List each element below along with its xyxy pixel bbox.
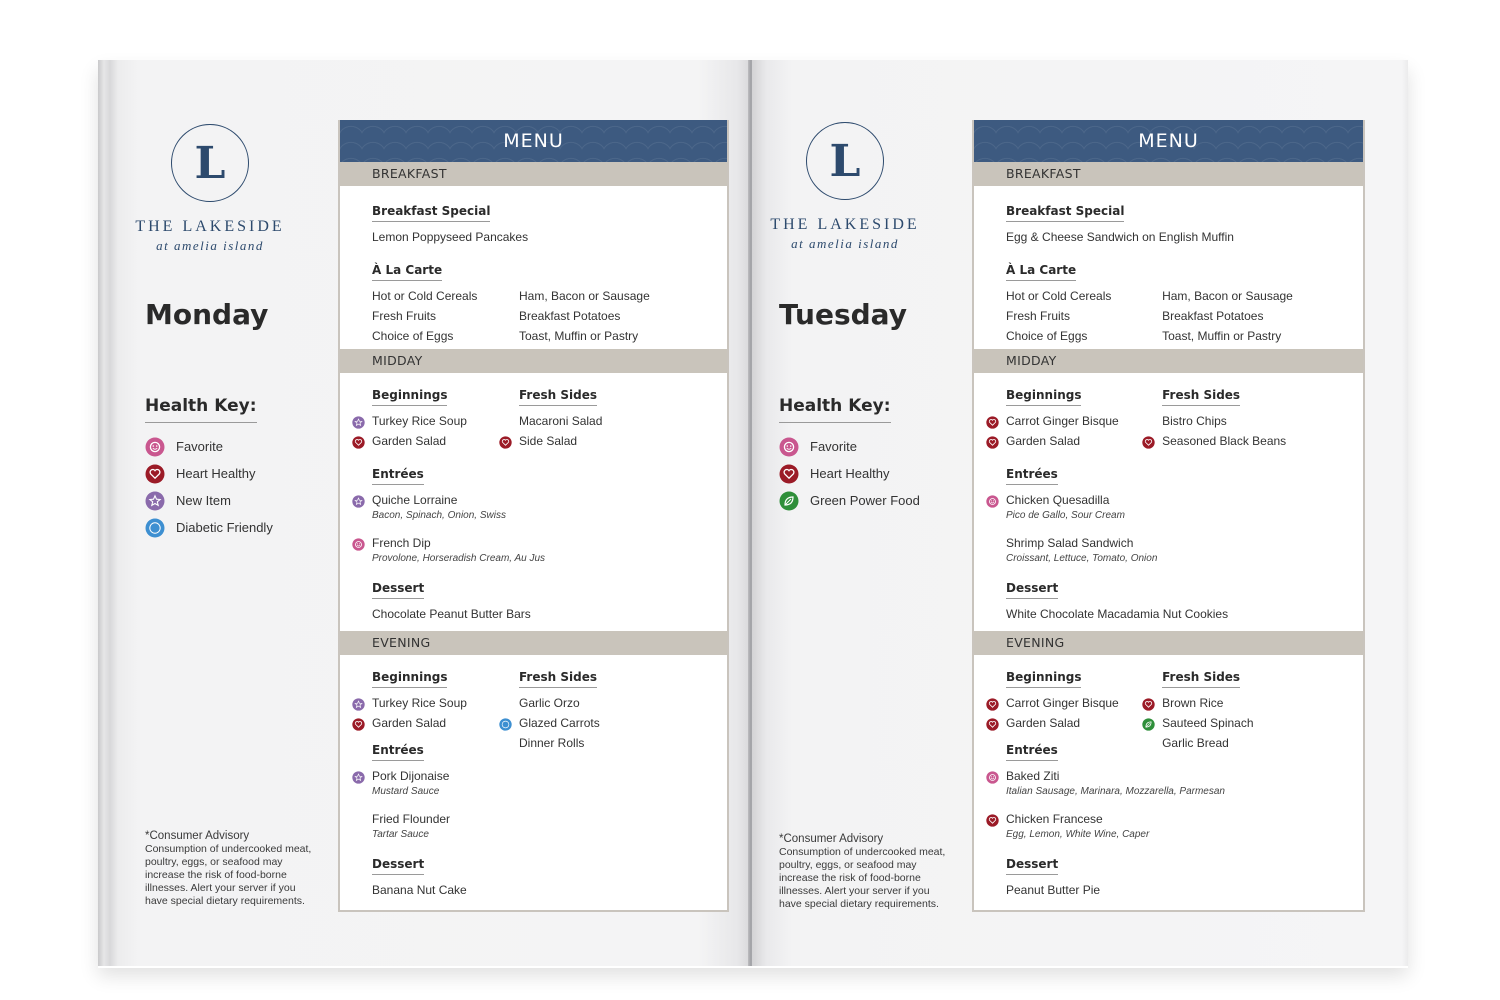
breakfast-special-item: Lemon Poppyseed Pancakes [372,230,529,244]
menu-item-icon-wrap [986,813,999,833]
entrees-heading: Entrées [1006,467,1058,485]
heart-healthy-icon [1142,698,1155,711]
a-la-carte-right [1162,286,1351,346]
menu-item: Hot or Cold Cereals [372,289,478,303]
midday-dessert: White Chocolate Macadamia Nut Cookies [1006,607,1229,621]
breakfast-special-item: Egg & Cheese Sandwich on English Muffin [1006,230,1234,244]
menu-item: Choice of Eggs [1006,329,1088,343]
heart-healthy-icon [145,464,165,484]
menu-item-icon-wrap [1142,435,1155,455]
new-item-icon [352,495,365,508]
menu-item-icon-wrap [986,415,999,435]
health-key-item [779,487,979,514]
menu-item [1006,411,1162,431]
a-la-carte-left [372,286,519,346]
favorite-icon [779,437,799,457]
a-la-carte-left [1006,286,1162,346]
entree-name-row [1006,533,1351,553]
breakfast-body [974,186,1363,349]
day-title: Monday [145,298,269,331]
beginnings-heading: Beginnings [372,670,447,688]
midday-dessert: Chocolate Peanut Butter Bars [372,607,531,621]
new-item-icon [352,771,365,784]
midday-body [340,373,727,631]
health-key-label: Favorite [176,439,223,454]
health-key-title: Health Key: [779,396,891,423]
midday-fresh-sides [519,411,709,451]
entree-item [372,533,715,567]
breakfast-special-heading: Breakfast Special [372,204,490,222]
entree-name-row [372,766,715,786]
entree-item [1006,490,1351,524]
evening-dessert: Banana Nut Cake [372,883,467,897]
entree-item [372,809,715,843]
menu-item [372,693,519,713]
entree-name: Fried Flounder [372,812,451,826]
menu-item [519,431,709,451]
entree-name: Shrimp Salad Sandwich [1006,536,1134,550]
diabetic-friendly-icon [499,718,512,731]
section-breakfast: BREAKFAST [974,162,1363,186]
menu-header: MENU [340,120,727,162]
entree-name-row [372,809,715,829]
menu-item [1162,733,1351,753]
entree-name-row [372,533,715,553]
heart-healthy-icon [986,436,999,449]
logo-subtitle: at amelia island [791,236,899,251]
menu-item: Ham, Bacon or Sausage [519,289,650,303]
entree-description: Provolone, Horseradish Cream, Au Jus [372,553,546,564]
evening-body [340,655,727,900]
midday-beginnings [1006,411,1162,451]
fresh-sides-heading: Fresh Sides [519,670,597,688]
menu-header: MENU [974,120,1363,162]
entree-item [372,766,715,800]
health-key [779,396,979,514]
entrees-heading: Entrées [372,467,424,485]
logo-mark: L [171,124,249,202]
evening-entrees [372,766,715,843]
menu-item [519,713,709,733]
menu-item-icon-wrap [352,435,365,455]
favorite-icon [986,495,999,508]
menu-item: Breakfast Potatoes [519,309,621,323]
health-key-title: Health Key: [145,396,257,423]
heart-healthy-icon [352,436,365,449]
menu-item [519,411,709,431]
new-item-icon [145,491,165,511]
entree-name-row [1006,766,1351,786]
health-key-item [779,433,979,460]
a-la-carte-heading: À La Carte [372,263,442,281]
entree-name: Baked Ziti [1006,769,1060,783]
menu-item [1162,693,1351,713]
entree-item [1006,809,1351,843]
entree-item [372,490,715,524]
menu-item-icon-wrap [352,697,365,717]
advisory-title: *Consumer Advisory [779,833,884,845]
day-title: Tuesday [779,298,907,331]
fresh-sides-heading: Fresh Sides [519,388,597,406]
health-key [145,396,345,541]
evening-beginnings [1006,693,1162,733]
health-key-label: New Item [176,493,231,508]
heart-healthy-icon [986,718,999,731]
evening-fresh-sides [519,693,709,753]
health-key-item [145,487,345,514]
logo-name: THE LAKESIDE [770,216,920,233]
entree-name: Pork Dijonaise [372,769,450,783]
breakfast-special-heading: Breakfast Special [1006,204,1124,222]
entree-name: Chicken Francese [1006,812,1103,826]
menu-item-name: Garden Salad [1006,716,1081,730]
favorite-icon [352,538,365,551]
menu-item-name: Carrot Ginger Bisque [1006,414,1119,428]
health-key-label: Heart Healthy [176,466,256,481]
entree-description: Croissant, Lettuce, Tomato, Onion [1006,553,1158,564]
menu-item [1006,693,1162,713]
menu-item-icon-wrap [986,770,999,790]
section-midday: MIDDAY [340,349,727,373]
logo-name: THE LAKESIDE [135,218,285,235]
fresh-sides-heading: Fresh Sides [1162,388,1240,406]
menu-item-icon-wrap [1142,717,1155,737]
menu-item [372,411,519,431]
heart-healthy-icon [779,464,799,484]
health-key-item [779,460,979,487]
menu-card [972,120,1365,912]
fresh-sides-heading: Fresh Sides [1162,670,1240,688]
logo-mark: L [806,122,884,200]
menu-item-name: Glazed Carrots [519,716,600,730]
section-evening: EVENING [340,631,727,655]
menu-item-name: Garlic Bread [1162,736,1229,750]
health-key-label: Green Power Food [810,493,920,508]
beginnings-heading: Beginnings [1006,388,1081,406]
menu-item-name: Side Salad [519,434,578,448]
entree-name-row [372,490,715,510]
entree-description: Egg, Lemon, White Wine, Caper [1006,829,1150,840]
menu-item: Toast, Muffin or Pastry [519,329,639,343]
menu-item-icon-wrap [1142,697,1155,717]
health-key-item [145,514,345,541]
menu-item-name: Dinner Rolls [519,736,585,750]
entree-item [1006,766,1351,800]
health-key-item [145,460,345,487]
dessert-heading: Dessert [372,581,424,599]
a-la-carte-heading: À La Carte [1006,263,1076,281]
green-power-food-icon [779,491,799,511]
favorite-icon [986,771,999,784]
entree-description: Tartar Sauce [372,829,429,840]
menu-item-name: Garden Salad [1006,434,1081,448]
logo [125,124,295,254]
midday-beginnings [372,411,519,451]
menu-card [338,120,729,912]
menu-item-name: Garden Salad [372,434,447,448]
menu-item-name: Turkey Rice Soup [372,414,467,428]
midday-entrees [1006,490,1351,567]
health-key-list [779,433,979,514]
menu-item-icon-wrap [352,717,365,737]
menu-item-name: Bistro Chips [1162,414,1227,428]
health-key-label: Favorite [810,439,857,454]
menu-item [372,713,519,733]
menu-item: Ham, Bacon or Sausage [1162,289,1293,303]
evening-entrees [1006,766,1351,843]
menu-item-name: Carrot Ginger Bisque [1006,696,1119,710]
green-power-food-icon [1142,718,1155,731]
logo [760,122,930,252]
health-key-label: Diabetic Friendly [176,520,273,535]
heart-healthy-icon [986,416,999,429]
entree-name: Chicken Quesadilla [1006,493,1110,507]
page-tuesday [752,60,1408,966]
menu-item-icon-wrap [352,770,365,790]
heart-healthy-icon [499,436,512,449]
entree-name-row [1006,490,1351,510]
menu-item-name: Garlic Orzo [519,696,580,710]
menu-item: Fresh Fruits [1006,309,1071,323]
menu-item-icon-wrap [986,717,999,737]
menu-item [1006,431,1162,451]
entree-item [1006,533,1351,567]
health-key-label: Heart Healthy [810,466,890,481]
menu-item-icon-wrap [986,494,999,514]
page-monday [98,60,750,966]
health-key-item [145,433,345,460]
entrees-heading: Entrées [1006,743,1058,761]
midday-body [974,373,1363,631]
menu-item: Toast, Muffin or Pastry [1162,329,1282,343]
evening-fresh-sides [1162,693,1351,753]
menu-item [519,733,709,753]
evening-body [974,655,1363,900]
beginnings-heading: Beginnings [1006,670,1081,688]
consumer-advisory [145,830,320,908]
menu-item [1162,431,1351,451]
menu-item [1162,713,1351,733]
dessert-heading: Dessert [1006,857,1058,875]
menu-item-icon-wrap [352,537,365,557]
menu-item [1006,713,1162,733]
midday-entrees [372,490,715,567]
menu-item: Hot or Cold Cereals [1006,289,1112,303]
heart-healthy-icon [986,814,999,827]
menu-item-name: Seasoned Black Beans [1162,434,1287,448]
advisory-text: Consumption of undercooked meat, poultry, eggs, or seafood may increase the risk of food-borne illnesses. Alert your server if you have special dietary requirements. [779,846,946,910]
advisory-text: Consumption of undercooked meat, poultry, eggs, or seafood may increase the risk of food-borne illnesses. Alert your server if you have special dietary requirements. [145,843,312,907]
logo-subtitle: at amelia island [156,238,264,253]
menu-item-icon-wrap [499,717,512,737]
section-evening: EVENING [974,631,1363,655]
consumer-advisory [779,833,954,911]
entree-description: Bacon, Spinach, Onion, Swiss [372,510,506,521]
heart-healthy-icon [1142,436,1155,449]
menu-item-name: Turkey Rice Soup [372,696,467,710]
advisory-title: *Consumer Advisory [145,830,250,842]
a-la-carte-right [519,286,709,346]
favorite-icon [145,437,165,457]
section-breakfast: BREAKFAST [340,162,727,186]
entree-description: Mustard Sauce [372,786,440,797]
menu-item [1162,411,1351,431]
menu-item [519,693,709,713]
dessert-heading: Dessert [372,857,424,875]
menu-item-icon-wrap [986,697,999,717]
entree-name: French Dip [372,536,431,550]
entree-description: Pico de Gallo, Sour Cream [1006,510,1125,521]
evening-dessert: Peanut Butter Pie [1006,883,1101,897]
section-midday: MIDDAY [974,349,1363,373]
heart-healthy-icon [352,718,365,731]
breakfast-body [340,186,727,349]
beginnings-heading: Beginnings [372,388,447,406]
diabetic-friendly-icon [145,518,165,538]
evening-beginnings [372,693,519,733]
menu-item-name: Brown Rice [1162,696,1224,710]
dessert-heading: Dessert [1006,581,1058,599]
menu-item-name: Macaroni Salad [519,414,603,428]
menu-item-icon-wrap [352,415,365,435]
menu-item: Breakfast Potatoes [1162,309,1264,323]
menu-item-icon-wrap [499,435,512,455]
menu-item-icon-wrap [352,494,365,514]
entree-name: Quiche Lorraine [372,493,458,507]
entree-description: Italian Sausage, Marinara, Mozzarella, Parmesan [1006,786,1225,797]
menu-item-name: Sauteed Spinach [1162,716,1254,730]
heart-healthy-icon [986,698,999,711]
health-key-list [145,433,345,541]
midday-fresh-sides [1162,411,1351,451]
menu-item: Choice of Eggs [372,329,454,343]
entrees-heading: Entrées [372,743,424,761]
menu-item [372,431,519,451]
new-item-icon [352,698,365,711]
entree-name-row [1006,809,1351,829]
menu-item-name: Garden Salad [372,716,447,730]
menu-item-icon-wrap [986,435,999,455]
menu-item: Fresh Fruits [372,309,437,323]
new-item-icon [352,416,365,429]
